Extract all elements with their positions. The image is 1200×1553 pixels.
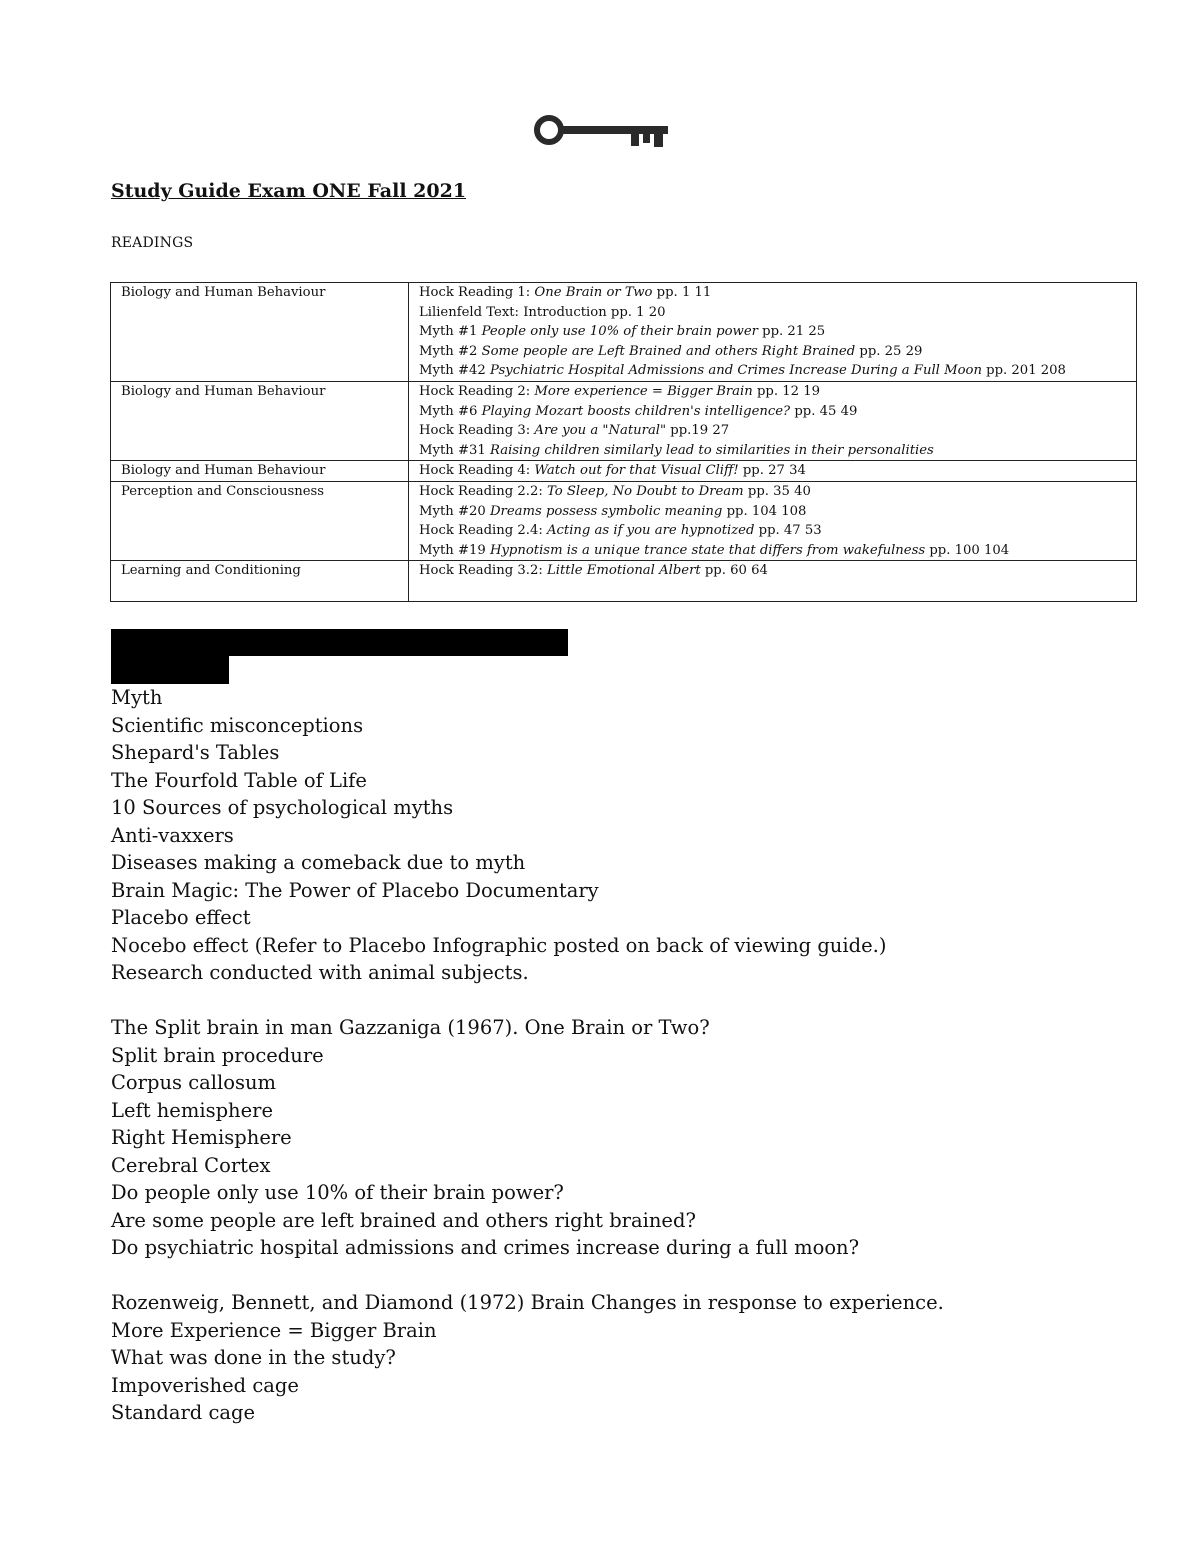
list-item: More Experience = Bigger Brain — [111, 1318, 437, 1342]
list-item: Right Hemisphere — [111, 1126, 292, 1149]
topic-cell: Biology and Human Behaviour — [111, 381, 409, 460]
section-label-readings: READINGS — [111, 235, 194, 251]
reading-line: Myth #6 Playing Mozart boosts children's intelligence? pp. 45 49 — [419, 403, 858, 419]
list-item: Are some people are left brained and others right brained? — [111, 1208, 696, 1232]
list-item: Research conducted with animal subjects. — [111, 961, 529, 984]
topic-cell: Learning and Conditioning — [111, 561, 409, 601]
reading-line: Hock Reading 2.4: Acting as if you are hypnotized pp. 47 53 — [419, 523, 822, 539]
list-item: Placebo effect — [111, 906, 251, 929]
reading-line: Hock Reading 2.2: To Sleep, No Doubt to Dream pp. 35 40 — [419, 483, 811, 499]
table-row — [111, 561, 1137, 601]
table-row — [111, 481, 1137, 560]
table-row — [111, 381, 1137, 460]
study-terms-list — [111, 684, 944, 1427]
reading-line: Myth #19 Hypnotism is a unique trance state that differs from wakefulness pp. 100 104 — [419, 542, 1010, 558]
topic-cell: Perception and Consciousness — [111, 481, 409, 560]
list-item: Diseases making a comeback due to myth — [111, 851, 526, 874]
reading-line: Myth #42 Psychiatric Hospital Admissions and Crimes Increase During a Full Moon pp. 201 208 — [419, 363, 1066, 379]
list-item: Do people only use 10% of their brain power? — [111, 1181, 564, 1204]
reading-line: Hock Reading 2: More experience = Bigger Brain pp. 12 19 — [419, 383, 820, 399]
table-row — [111, 461, 1137, 482]
readings-table — [110, 282, 1137, 602]
reading-line: Myth #31 Raising children similarly lead to similarities in their personalities — [419, 442, 934, 458]
spacer — [111, 1262, 944, 1290]
topic-cell: Biology and Human Behaviour — [111, 283, 409, 382]
list-item: The Split brain in man Gazzaniga (1967). One Brain or Two? — [111, 1016, 710, 1039]
page-title: Study Guide Exam ONE Fall 2021 — [111, 180, 467, 202]
readings-cell — [409, 381, 1137, 460]
key-icon — [531, 112, 671, 152]
redaction-bar — [111, 656, 229, 684]
reading-line: Hock Reading 3: Are you a "Natural" pp.19 27 — [419, 423, 730, 439]
readings-cell — [409, 283, 1137, 382]
list-item: Scientific misconceptions — [111, 713, 364, 737]
table-row — [111, 283, 1137, 382]
reading-line: Hock Reading 3.2: Little Emotional Albert pp. 60 64 — [419, 563, 768, 579]
reading-line: Myth #20 Dreams possess symbolic meaning pp. 104 108 — [419, 503, 807, 519]
redaction-bar — [111, 629, 568, 656]
list-item: What was done in the study? — [111, 1346, 396, 1369]
spacer — [111, 987, 944, 1015]
readings-cell — [409, 461, 1137, 482]
list-item: Anti-vaxxers — [111, 823, 234, 847]
list-item: Shepard's Tables — [111, 741, 280, 764]
reading-line — [419, 581, 1130, 601]
list-item: Nocebo effect (Refer to Placebo Infographic posted on back of viewing guide.) — [111, 933, 887, 957]
list-item: Brain Magic: The Power of Placebo Documentary — [111, 878, 599, 902]
topic-cell: Biology and Human Behaviour — [111, 461, 409, 482]
list-item: Impoverished cage — [111, 1373, 299, 1397]
reading-line: Hock Reading 4: Watch out for that Visual Cliff! pp. 27 34 — [419, 463, 806, 479]
list-item: Cerebral Cortex — [111, 1153, 271, 1177]
list-item: Split brain procedure — [111, 1043, 324, 1067]
list-item: Do psychiatric hospital admissions and crimes increase during a full moon? — [111, 1236, 860, 1259]
list-item: Myth — [111, 686, 163, 709]
readings-cell — [409, 481, 1137, 560]
reading-line: Myth #1 People only use 10% of their brain power pp. 21 25 — [419, 324, 826, 340]
list-item: Left hemisphere — [111, 1098, 274, 1122]
list-item: Corpus callosum — [111, 1071, 277, 1094]
list-item: 10 Sources of psychological myths — [111, 796, 454, 819]
list-item: Rozenweig, Bennett, and Diamond (1972) Brain Changes in response to experience. — [111, 1291, 944, 1314]
readings-cell — [409, 561, 1137, 601]
reading-line: Lilienfeld Text: Introduction pp. 1 20 — [419, 304, 666, 320]
reading-line: Myth #2 Some people are Left Brained and others Right Brained pp. 25 29 — [419, 343, 923, 359]
reading-line: Hock Reading 1: One Brain or Two pp. 1 11 — [419, 285, 712, 300]
list-item: Standard cage — [111, 1401, 256, 1424]
list-item: The Fourfold Table of Life — [111, 768, 367, 792]
